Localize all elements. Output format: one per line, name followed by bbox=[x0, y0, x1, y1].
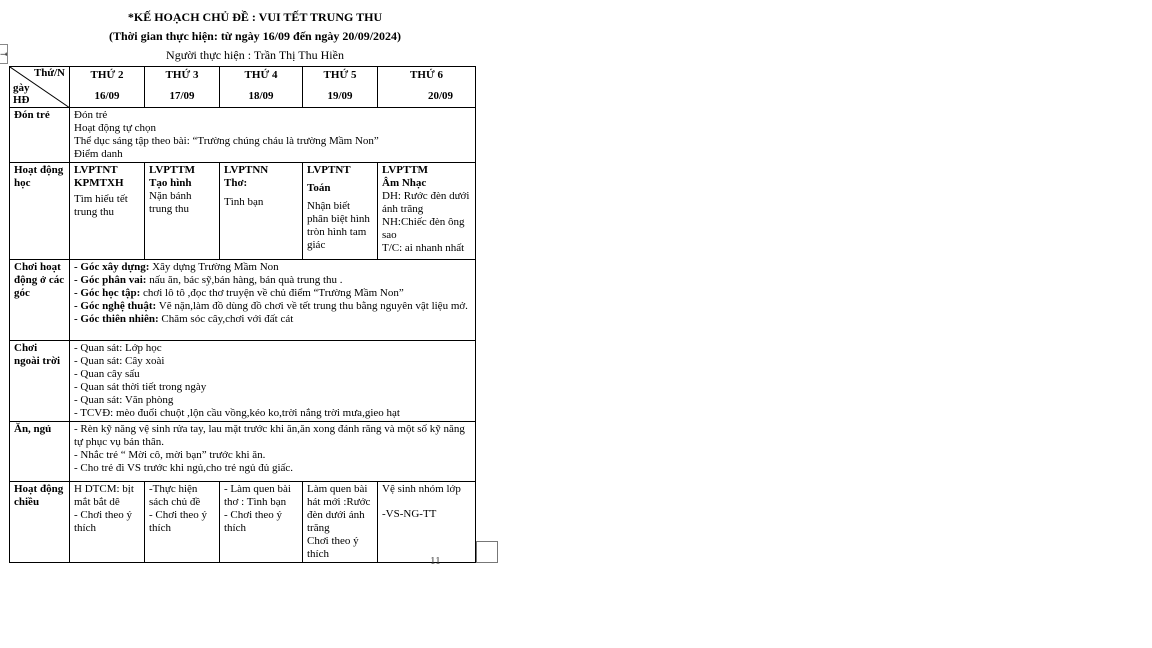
lesson-cell-thu5: LVPTNT Toán Nhận biết phân biệt hình tròn hình tam giác bbox=[303, 163, 378, 260]
weekly-plan-table bbox=[9, 66, 476, 563]
afternoon-cell-thu3: -Thực hiện sách chủ đề - Chơi theo ý thích bbox=[145, 482, 220, 563]
table-move-handle-icon[interactable]: ⇥ bbox=[0, 44, 8, 64]
row-label-choi-ngoai-troi: Chơi ngoài trời bbox=[10, 341, 70, 422]
author-line: Người thực hiện : Trần Thị Thu Hiền bbox=[166, 48, 344, 62]
row-label-don-tre: Đón trẻ bbox=[10, 108, 70, 163]
row-hoat-dong-chieu bbox=[10, 482, 476, 563]
day-header-thu5: THỨ 5 19/09 bbox=[303, 67, 378, 108]
row-label-hoat-dong-hoc: Hoạt động học bbox=[10, 163, 70, 260]
an-ngu-content: - Rèn kỹ năng vệ sinh rửa tay, lau mặt trước khi ăn,ăn xong đánh răng và một số kỹ năng tự phục vụ bản thân. - Nhắc trẻ “ Mời cô, mời bạn” trước khi ăn. - Cho trẻ đi VS trước khi ngủ,cho trẻ ngủ đủ giấc. bbox=[70, 422, 476, 482]
lesson-cell-thu2: LVPTNT KPMTXH Tìm hiểu tết trung thu bbox=[70, 163, 145, 260]
page-corner-marker bbox=[476, 541, 498, 563]
lesson-cell-thu6: LVPTTM Âm Nhạc DH: Rước đèn dưới ánh trăng NH:Chiếc đèn ông sao T/C: ai nhanh nhất bbox=[378, 163, 476, 260]
afternoon-cell-thu4: - Làm quen bài thơ : Tình bạn - Chơi theo ý thích bbox=[220, 482, 303, 563]
afternoon-cell-thu6: Vệ sinh nhóm lớp -VS-NG-TT bbox=[378, 482, 476, 563]
table-header-row bbox=[10, 67, 476, 108]
row-hoat-dong-hoc bbox=[10, 163, 476, 260]
row-label-choi-goc: Chơi hoạt động ở các góc bbox=[10, 260, 70, 341]
choi-goc-content: - Góc xây dựng: Xây dựng Trường Mầm Non - Góc phân vai: nấu ăn, bác sỹ,bán hàng, bán quà trung thu . - Góc học tập: chơi lô tô ,đọc thơ truyện về chủ điểm “Trường Mầm Non” - Góc nghệ thuật: Vẽ nặn,làm đồ dùng đồ chơi về tết trung thu bằng nguyên vật liệu mở. - Góc thiên nhiên: Chăm sóc cây,chơi với đất cát bbox=[70, 260, 476, 341]
corner-header-cell bbox=[10, 67, 70, 108]
row-an-ngu bbox=[10, 422, 476, 482]
row-label-an-ngu: Ăn, ngủ bbox=[10, 422, 70, 482]
afternoon-cell-thu5: Làm quen bài hát mới :Rước đèn dưới ánh trăng Chơi theo ý thích bbox=[303, 482, 378, 563]
row-choi-goc bbox=[10, 260, 476, 341]
corner-bottom-label: gày HĐ bbox=[13, 82, 30, 106]
document-title: *KẾ HOẠCH CHỦ ĐỀ : VUI TẾT TRUNG THU bbox=[127, 10, 383, 24]
day-header-thu3: THỨ 3 17/09 bbox=[145, 67, 220, 108]
document-subtitle: (Thời gian thực hiện: từ ngày 16/09 đến ngày 20/09/2024) bbox=[108, 29, 402, 43]
row-don-tre bbox=[10, 108, 476, 163]
lesson-cell-thu4: LVPTNN Thơ: Tình bạn bbox=[220, 163, 303, 260]
day-header-thu2: THỨ 2 16/09 bbox=[70, 67, 145, 108]
row-label-hoat-dong-chieu: Hoạt động chiều bbox=[10, 482, 70, 563]
row-choi-ngoai-troi bbox=[10, 341, 476, 422]
afternoon-cell-thu2: H DTCM: bịt mắt bắt dê - Chơi theo ý thích bbox=[70, 482, 145, 563]
choi-ngoai-troi-content: - Quan sát: Lớp học - Quan sát: Cây xoài - Quan cây sấu - Quan sát thời tiết trong ngày - Quan sát: Văn phòng - TCVĐ: mèo đuổi chuột ,lộn cầu vồng,kéo ko,trời nắng trời mưa,gieo hạt bbox=[70, 341, 476, 422]
day-header-thu4: THỨ 4 18/09 bbox=[220, 67, 303, 108]
page-number: 11 bbox=[430, 555, 441, 567]
day-header-thu6: THỨ 6 20/09 bbox=[378, 67, 476, 108]
lesson-cell-thu3: LVPTTM Tạo hình Nặn bánh trung thu bbox=[145, 163, 220, 260]
corner-top-label: Thứ/N bbox=[33, 67, 65, 79]
don-tre-content: Đón trẻ Hoạt động tự chọn Thể dục sáng tập theo bài: “Trường chúng cháu là trường Mầm Non” Điểm danh bbox=[70, 108, 476, 163]
